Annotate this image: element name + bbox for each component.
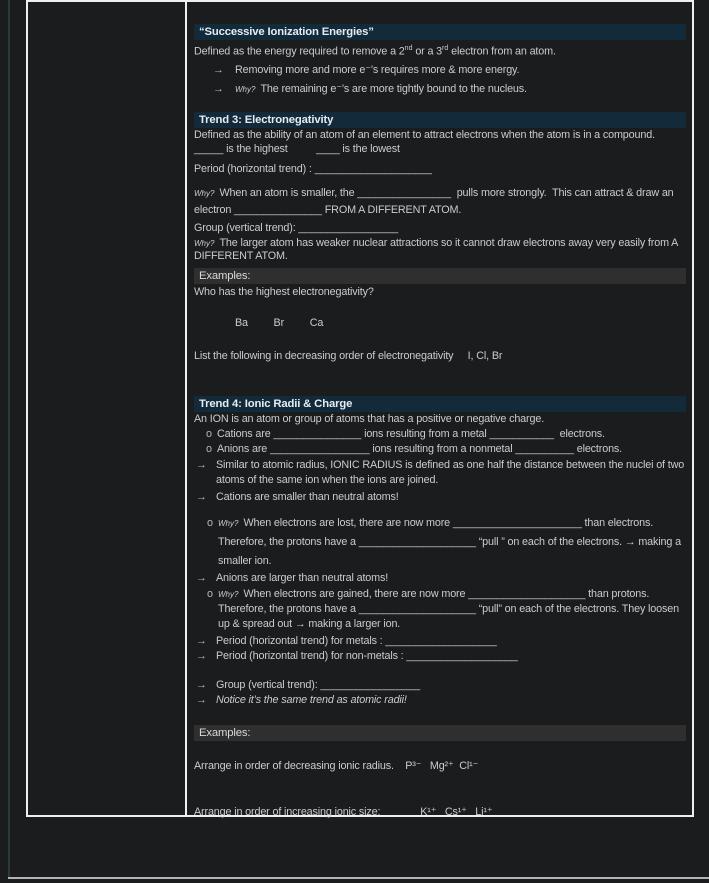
table-cell-content: [187, 2, 692, 818]
bullet-anions-blank: [194, 442, 686, 456]
trend3-why-smaller-paragraph: [194, 185, 686, 218]
trend4-examples-header: Examples:: [194, 725, 686, 741]
trend3-group-trend-blank: Group (vertical trend): _________________: [194, 221, 398, 234]
arrow-bullet-icon: →: [213, 82, 224, 95]
why-answer-text: When electrons are gained, there are now more ____________________ than protons. Therefore, the protons have a ____________________ “pull” on each of the electrons. They loosen up & spread out → making a larger ion.: [218, 587, 682, 630]
bullet-text: [218, 587, 686, 632]
bullet-removing-electrons: [194, 63, 686, 77]
bullet-text: Anions are larger than neutral atoms!: [216, 571, 389, 584]
bullet-ionic-radius-definition: [194, 458, 686, 488]
trend3-examples-header: Examples:: [194, 268, 686, 284]
bullet-text: Anions are _________________ ions resulting from a nonmetal __________ electrons.: [217, 442, 623, 455]
o-bullet-icon: o: [206, 427, 212, 440]
bullet-cations-smaller: [194, 490, 686, 504]
ionization-definition-text: electron from an atom.: [448, 45, 556, 58]
ordinal-superscript: rd: [442, 45, 449, 52]
bullet-cations-blank: [194, 427, 686, 441]
why-answer-text: The remaining e⁻’s are more tightly bound to the nucleus.: [260, 82, 527, 95]
why-label: Why?: [194, 188, 215, 198]
table-cell-empty: [28, 2, 187, 815]
trend4-question-decreasing-radius: Arrange in order of decreasing ionic radius. P³⁻ Mg²⁺ Cl¹⁻: [194, 759, 479, 772]
page-left-edge: [8, 0, 10, 878]
trend3-definition: Defined as the ability of an atom of an element to attract electrons when the atom is in a compound.: [194, 128, 655, 141]
ordinal-superscript: nd: [404, 45, 413, 52]
arrow-bullet-icon: →: [196, 490, 207, 503]
o-bullet-icon: o: [207, 516, 213, 529]
section-header-successive-ionization: “Successive Ionization Energies”: [194, 24, 686, 40]
bullet-period-metals-blank: [194, 634, 686, 649]
why-label: Why?: [218, 589, 239, 599]
bullet-text: Similar to atomic radius, IONIC RADIUS is defined as one half the distance between the nuclei of two atoms of the same ion when the ions are joined.: [216, 458, 687, 486]
arrow-bullet-icon: →: [196, 571, 207, 584]
bullet-text: Cations are _______________ ions resulting from a metal ___________ electrons.: [217, 427, 605, 440]
arrow-bullet-icon: →: [213, 63, 224, 76]
bullet-text: [218, 514, 686, 571]
ionization-definition: [194, 42, 686, 59]
trend3-question-decreasing-order: List the following in decreasing order of electronegativity I, Cl, Br: [194, 349, 503, 362]
bullet-text: Cations are smaller than neutral atoms!: [216, 490, 399, 503]
trend3-highest-lowest-blanks: _____ is the highest ____ is the lowest: [194, 142, 400, 155]
trend3-question-highest: Who has the highest electronegativity?: [194, 285, 374, 298]
trend4-definition: An ION is an atom or group of atoms that has a positive or negative charge.: [194, 412, 545, 425]
arrow-bullet-icon: →: [196, 649, 207, 662]
bullet-anions-larger: [194, 571, 686, 585]
o-bullet-icon: o: [206, 442, 212, 455]
arrow-bullet-icon: →: [196, 678, 207, 691]
trend3-element-choices: Ba Br Ca: [235, 316, 324, 329]
arrow-bullet-icon: →: [196, 693, 207, 706]
arrow-bullet-icon: →: [196, 458, 207, 471]
bullet-text: Notice it’s the same trend as atomic radii!: [216, 693, 407, 706]
bullet-why-electrons-gained: [194, 587, 686, 632]
section-header-trend4: Trend 4: Ionic Radii & Charge: [194, 396, 686, 412]
notes-table: [26, 0, 694, 817]
trend3-why-larger-paragraph: [194, 237, 686, 263]
bullet-text: Period (horizontal trend) for metals : ___________________: [216, 634, 497, 647]
bullet-period-nonmetals-blank: [194, 649, 686, 664]
bullet-notice-same-trend: [194, 693, 686, 707]
o-bullet-icon: o: [207, 587, 213, 600]
bullet-text: Removing more and more e⁻’s requires more & more energy.: [235, 63, 520, 76]
why-label: Why?: [218, 518, 239, 528]
bullet-text: Group (vertical trend): _________________: [216, 678, 420, 691]
page-bottom-edge: [8, 877, 709, 879]
bullet-text: [235, 82, 686, 97]
why-answer-text: The larger atom has weaker nuclear attractions so it cannot draw electrons away very easily from A DIFFERENT ATOM.: [194, 236, 681, 262]
why-answer-text: When an atom is smaller, the ________________ pulls more strongly. This can attract & draw an electron _______________ FROM A DIFFERENT ATOM.: [194, 186, 677, 216]
why-label: Why?: [235, 84, 256, 94]
bullet-text: Period (horizontal trend) for non-metals : ___________________: [216, 649, 518, 662]
why-answer-text: When electrons are lost, there are now more ______________________ than electrons. Therefore, the protons have a ____________________ “pull ” on each of the electrons. → making a smaller ion.: [218, 516, 684, 567]
arrow-bullet-icon: →: [196, 634, 207, 647]
ionization-definition-text: Defined as the energy required to remove a 2: [194, 45, 405, 58]
bullet-group-trend-blank: [194, 678, 686, 692]
why-label: Why?: [194, 238, 215, 248]
bullet-why-remaining: [194, 82, 686, 97]
bullet-why-electrons-lost: [194, 514, 686, 571]
section-header-trend3: Trend 3: Electronegativity: [194, 112, 686, 128]
ionization-definition-text: or a 3: [412, 45, 443, 58]
trend4-question-increasing-size: Arrange in order of increasing ionic size: K¹⁺ Cs¹⁺ Li¹⁺: [194, 805, 493, 818]
trend3-period-trend-blank: Period (horizontal trend) : ____________________: [194, 162, 432, 175]
